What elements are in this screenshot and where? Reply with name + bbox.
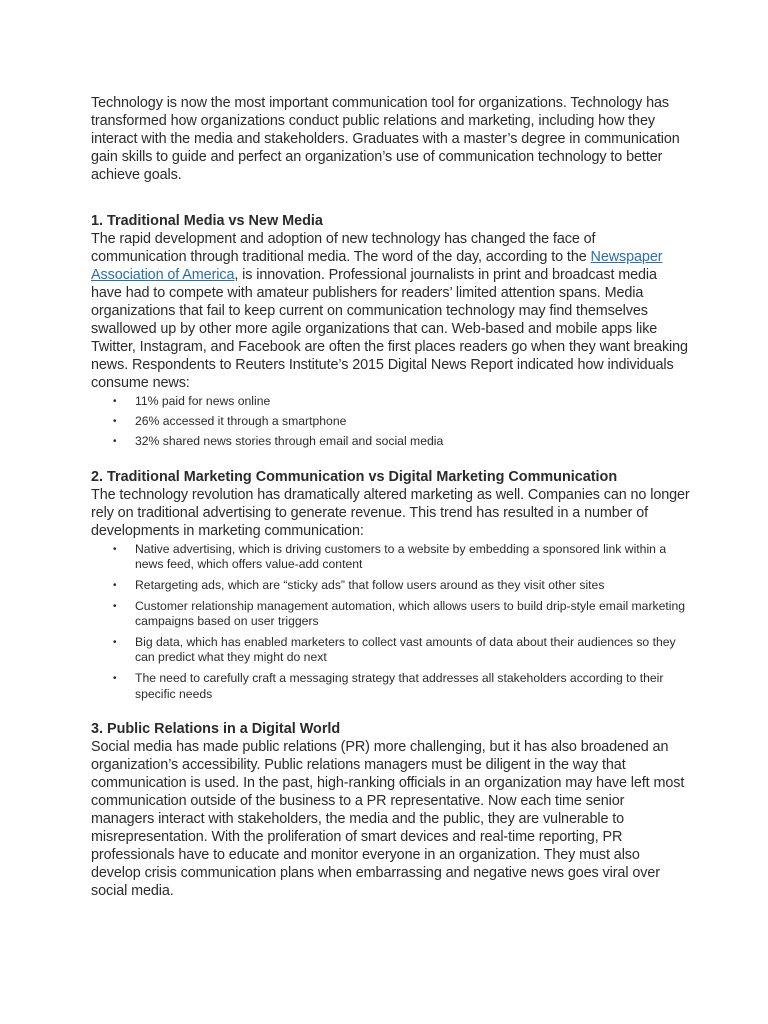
list-item-text: Big data, which has enabled marketers to collect vast amounts of data about their audiences so they can predict what they might do next bbox=[135, 634, 676, 665]
section-1-body-start: The rapid development and adoption of new technology has changed the face of communication through traditional media. The word of the day, according to the bbox=[91, 231, 596, 265]
marketing-developments-list bbox=[91, 542, 691, 702]
bullet-icon: • bbox=[113, 580, 117, 592]
section-traditional-media bbox=[91, 212, 691, 450]
section-3-heading: 3. Public Relations in a Digital World bbox=[91, 721, 341, 738]
list-item bbox=[91, 542, 691, 573]
list-item bbox=[91, 635, 691, 666]
section-2-heading: 2. Traditional Marketing Communication vs Digital Marketing Communication bbox=[91, 468, 618, 485]
bullet-icon: • bbox=[113, 396, 117, 407]
section-marketing-communication bbox=[91, 468, 691, 702]
list-item-text: Customer relationship management automation, which allows users to build drip-style email marketing campaigns based on user triggers bbox=[135, 598, 686, 629]
bullet-icon: • bbox=[113, 543, 117, 555]
bullet-icon: • bbox=[113, 673, 117, 685]
bullet-icon: • bbox=[113, 416, 117, 428]
bullet-icon: • bbox=[113, 600, 117, 612]
section-1-body bbox=[91, 230, 691, 392]
list-item-text: Native advertising, which is driving customers to a website by embedding a sponsored link within a news feed, which offers value-add content bbox=[135, 541, 667, 572]
bullet-icon: • bbox=[113, 436, 117, 448]
list-item-text: 26% accessed it through a smartphone bbox=[135, 414, 347, 429]
list-item bbox=[91, 394, 691, 410]
list-item bbox=[91, 578, 691, 594]
intro-paragraph: Technology is now the most important communication tool for organizations. Technology has transformed how organizations conduct public relations and marketing, including how they interact with the media and stakeholders. Graduates with a master’s degree in communication gain skills to guide and perfect an organization’s use of communication technology to better achieve goals. bbox=[91, 95, 680, 183]
newspaper-association-link[interactable]: Newspaper Association of America bbox=[91, 249, 663, 283]
list-item-text: The need to carefully craft a messaging strategy that addresses all stakeholders according to their specific needs bbox=[135, 671, 664, 701]
list-item-text: 32% shared news stories through email and social media bbox=[135, 434, 444, 449]
section-2-body: The technology revolution has dramatically altered marketing as well. Companies can no longer rely on traditional advertising to generate revenue. This trend has resulted in a number of developments in marketing communication: bbox=[91, 486, 690, 539]
section-1-heading: 1. Traditional Media vs New Media bbox=[91, 213, 323, 229]
document-page bbox=[91, 94, 691, 918]
list-item-text: Retargeting ads, which are “sticky ads” that follow users around as they visit other sites bbox=[135, 578, 605, 593]
news-consumption-list bbox=[91, 394, 691, 450]
section-public-relations bbox=[91, 720, 691, 900]
section-1-body-end: , is innovation. Professional journalists in print and broadcast media have had to compete with amateur publishers for readers’ limited attention spans. Media organizations that fail to keep current on communication technology may find themselves swallowed up by other more agile organizations that can. Web-based and mobile apps like Twitter, Instagram, and Facebook are often the first places readers go when they want breaking news. Respondents to Reuters Institute’s 2015 Digital News Report indicated how individuals consume news: bbox=[91, 267, 688, 391]
section-3-body: Social media has made public relations (PR) more challenging, but it has also broadened an organization’s accessibility. Public relations managers must be diligent in the way that communication is used. In the past, high-ranking officials in an organization may have left most communication outside of the business to a PR representative. Now each time senior managers interact with stakeholders, the media and the public, they are vulnerable to misrepresentation. With the proliferation of smart devices and real-time reporting, PR professionals have to educate and monitor everyone in an organization. They must also develop crisis communication plans when embarrassing and negative news goes viral over social media. bbox=[91, 739, 685, 900]
list-item bbox=[91, 434, 691, 450]
bullet-icon: • bbox=[113, 636, 117, 648]
list-item-text: 11% paid for news online bbox=[135, 394, 271, 408]
list-item bbox=[91, 599, 691, 630]
list-item bbox=[91, 671, 691, 702]
list-item bbox=[91, 414, 691, 430]
